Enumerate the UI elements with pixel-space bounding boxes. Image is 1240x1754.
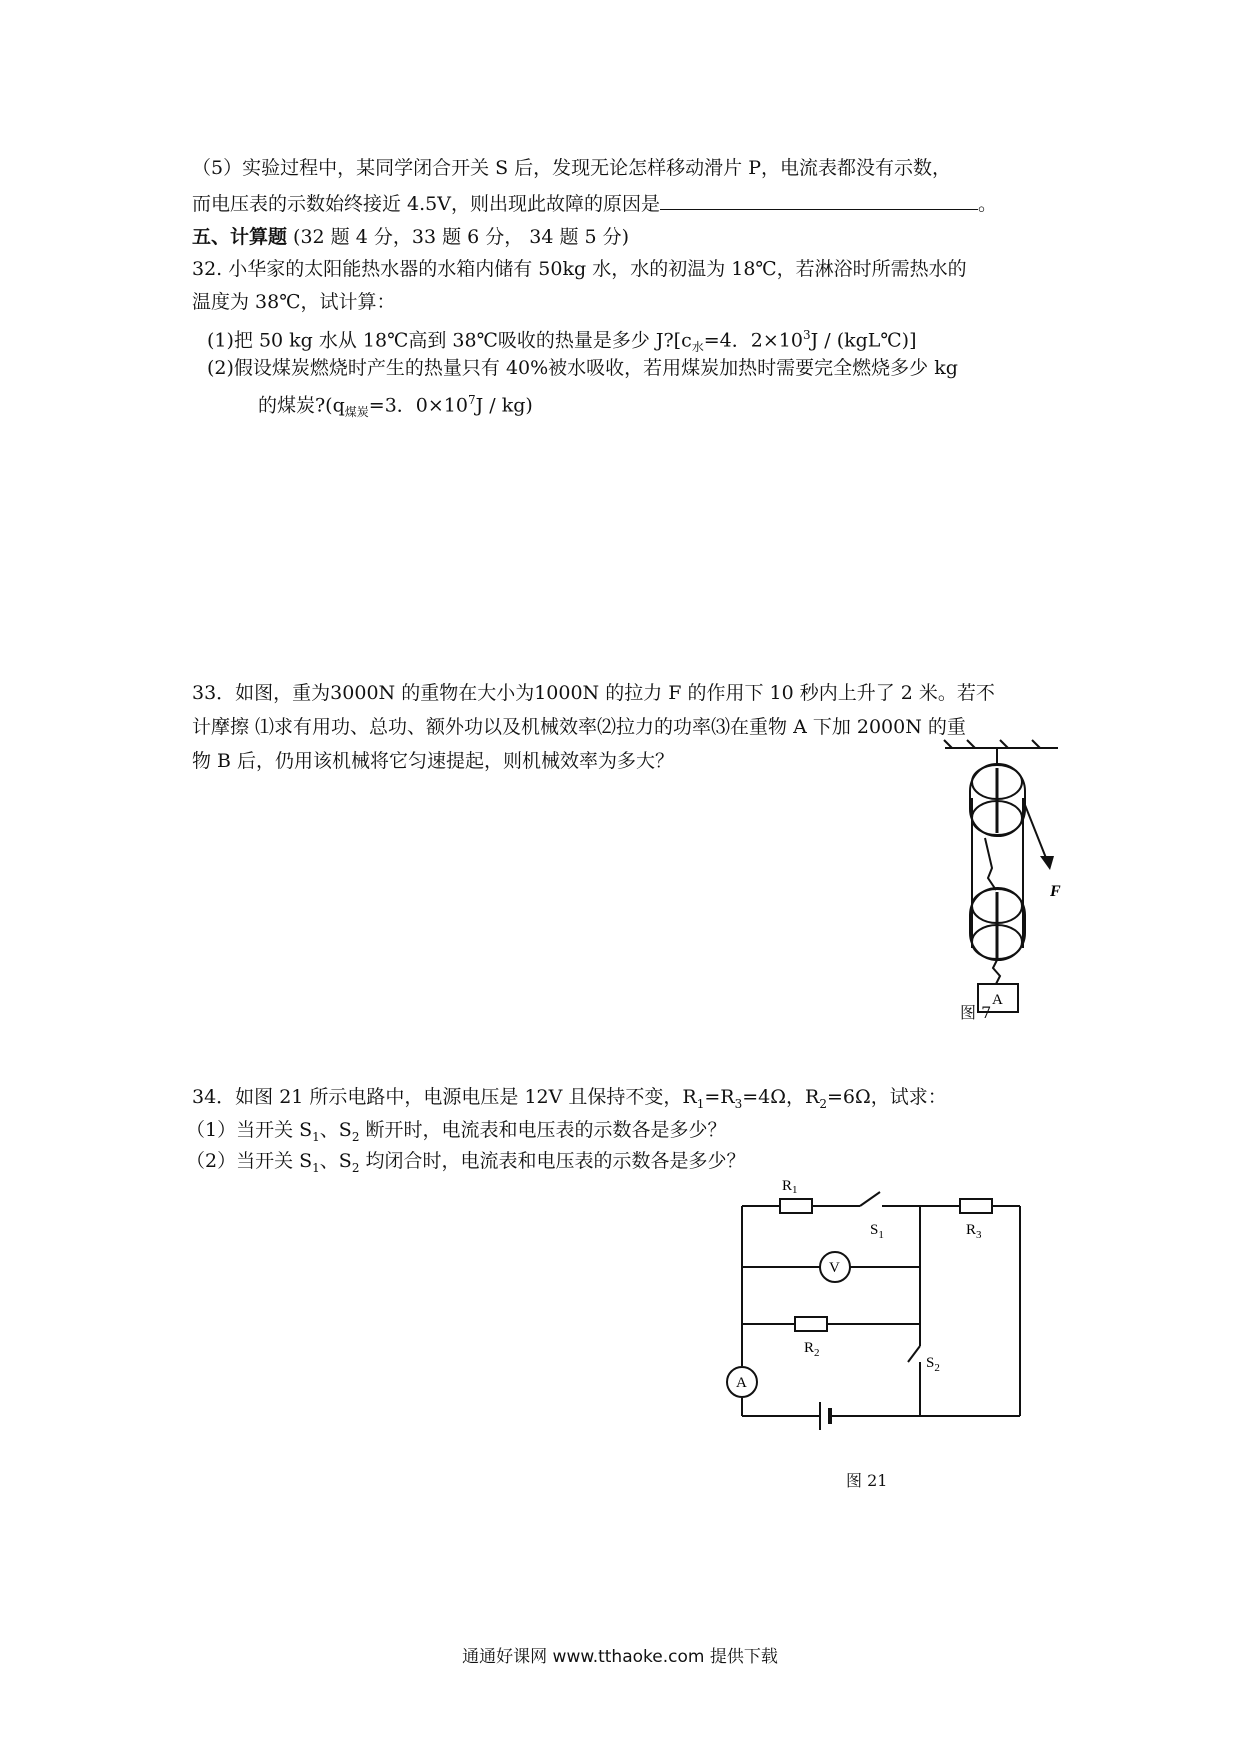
q34-eq: =R	[704, 1086, 735, 1108]
q32-sub2-subscript: 煤炭	[344, 405, 369, 420]
r2-resistor	[795, 1317, 827, 1331]
q34-sub-r1: 1	[696, 1096, 705, 1111]
q34-part1-sep: 、S	[319, 1119, 352, 1141]
s2-label: $S_2$	[926, 1355, 940, 1374]
force-arrowhead	[1040, 856, 1054, 870]
ammeter-label: A	[736, 1375, 747, 1391]
q31-part5-line2	[192, 189, 997, 219]
q34-part2-text: （2）当开关 S	[186, 1150, 313, 1172]
pulley-figure	[930, 738, 1070, 1022]
r2-label: $R_2$	[804, 1340, 820, 1359]
q32-sub1-subscript: 水	[691, 340, 704, 355]
q34-part1-sub2: 2	[351, 1129, 360, 1144]
q31-period: 。	[977, 193, 997, 215]
r3-label: $R_3$	[966, 1222, 982, 1241]
q32-sub2-text: 的煤炭?(q	[258, 394, 345, 417]
q34-part2-sep: 、S	[319, 1150, 352, 1172]
q33-line3: 物 B 后，仍用该机械将它匀速提起，则机械效率为多大？	[192, 750, 675, 772]
section-heading	[192, 222, 629, 252]
r3-resistor	[960, 1199, 992, 1213]
circuit-caption: 图 21	[846, 1471, 888, 1490]
q31-part5-line1: （5）实验过程中，某同学闭合开关 S 后，发现无论怎样移动滑片 P，电流表都没有示数，	[192, 157, 952, 179]
q34-part1-question: 断开时，电流表和电压表的示数各是多少？	[359, 1119, 727, 1141]
r1-resistor	[780, 1199, 812, 1213]
q32-sub2-value: =3．0×10	[368, 394, 468, 417]
q32-line2: 温度为 38℃，试计算：	[192, 291, 396, 313]
section-title: 五、计算题	[192, 226, 288, 248]
q34-value1: =4Ω，R	[742, 1086, 820, 1108]
q34-part2	[186, 1146, 746, 1183]
q32-line1: 32. 小华家的太阳能热水器的水箱内储有 50kg 水，水的初温为 18℃，若淋浴时所需热水的	[192, 258, 967, 280]
q34-sub-r3: 3	[734, 1096, 743, 1111]
q34-part2-sub1: 1	[312, 1160, 320, 1175]
r1-label: $R_1$	[782, 1178, 798, 1196]
force-label: F	[1050, 883, 1061, 900]
q32-sub1-unit: J / (kgL℃)]	[810, 329, 917, 352]
q33-line2: 计摩擦 ⑴求有用功、总功、额外功以及机械效率⑵拉力的功率⑶在重物 A 下加 2000N 的重	[192, 716, 966, 738]
q34-sub-r2: 2	[819, 1096, 827, 1111]
q33-line1: 33．如图，重为3000N 的重物在大小为1000N 的拉力 F 的作用下 10 秒内上升了 2 米。若不	[192, 682, 995, 704]
page-footer: 通通好课网 www.tthaoke.com 提供下载	[462, 1647, 778, 1667]
q34-part1-text: （1）当开关 S	[186, 1119, 313, 1141]
pulley-caption: 图 7	[960, 1003, 992, 1022]
q32-sub2-exponent: 7	[467, 393, 476, 407]
answer-blank[interactable]	[660, 189, 978, 210]
q34-part2-sub2: 2	[351, 1160, 360, 1175]
q34-part2-question: 均闭合时，电流表和电压表的示数各是多少？	[359, 1150, 746, 1172]
q34-line1	[192, 1082, 947, 1119]
section-note: (32 题 4 分，33 题 6 分， 34 题 5 分)	[287, 226, 630, 248]
q32-sub2-line1: (2)假设煤炭燃烧时产生的热量只有 40%被水吸收，若用煤炭加热时需要完全燃烧多少 kg	[207, 357, 958, 379]
voltmeter-label: V	[829, 1260, 840, 1276]
q32-sub2-line2	[258, 385, 533, 427]
q34-text: 34．如图 21 所示电路中，电源电压是 12V 且保持不变，R	[192, 1086, 697, 1108]
q31-part5-text: 而电压表的示数始终接近 4.5V，则出现此故障的原因是	[192, 193, 660, 215]
q34-value2: =6Ω，试求：	[826, 1086, 947, 1108]
q32-sub1-value: =4．2×10	[703, 329, 803, 352]
q32-sub1-exponent: 3	[802, 328, 811, 342]
circuit-diagram	[720, 1166, 1040, 1456]
q32-sub2-unit: J / kg)	[475, 394, 533, 417]
q32-sub1-text: (1)把 50 kg 水从 18℃高到 38℃吸收的热量是多少 J?[c	[207, 329, 692, 352]
q34-part1-sub1: 1	[312, 1129, 320, 1144]
block-label: A	[992, 992, 1003, 1008]
s1-label: $S_1$	[870, 1222, 884, 1241]
